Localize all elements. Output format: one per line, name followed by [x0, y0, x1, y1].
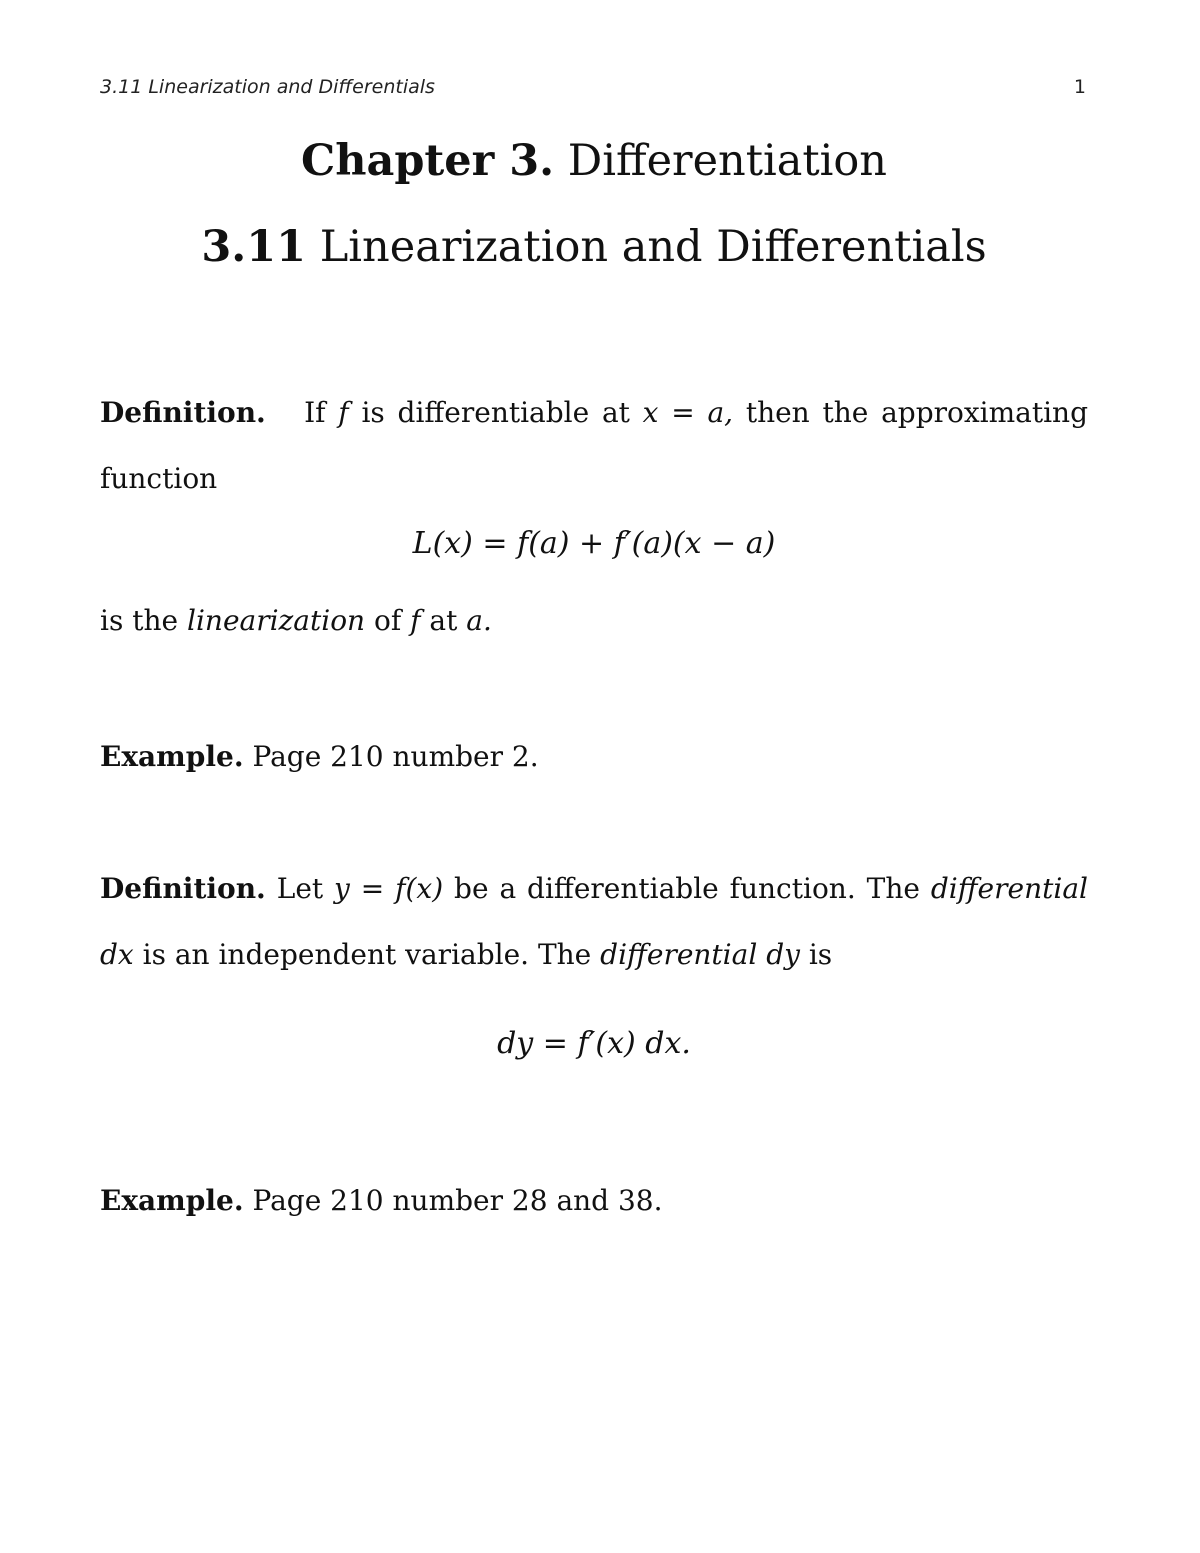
def2-dx: dx: [100, 938, 134, 971]
def1-conclusion: [100, 604, 1088, 637]
def2-text-d: is: [808, 938, 833, 971]
chapter-name: Differentiation: [567, 136, 888, 186]
chapter-title: [0, 136, 1188, 186]
example-2: [100, 1184, 1088, 1217]
chapter-label: Chapter 3.: [300, 136, 555, 186]
def1-after-b: of: [374, 604, 402, 637]
example-label: Example.: [100, 740, 244, 773]
example-1-text: Page 210 number 2.: [252, 740, 539, 773]
def1-text-b: is differentiable at: [361, 396, 630, 429]
example-2-text: Page 210 number 28 and 38.: [252, 1184, 663, 1217]
differential-formula: dy = f′(x) dx.: [497, 1026, 691, 1061]
def2-term-differential-dy: differential dy: [600, 938, 800, 971]
section-number: 3.11: [201, 222, 307, 272]
def1-after-a: is the: [100, 604, 179, 637]
def1-term-linearization: linearization: [187, 604, 366, 637]
definition-2-line-1: [100, 872, 1088, 905]
definition-label: Definition.: [100, 396, 266, 429]
page-number: 1: [1073, 76, 1086, 98]
definition-2-line-2: [100, 938, 1088, 971]
example-label: Example.: [100, 1184, 244, 1217]
definition-1-line-1: [100, 396, 1088, 429]
section-title: [0, 222, 1188, 272]
def2-text-b: be a differentiable function. The: [454, 872, 920, 905]
def1-var-f: f: [338, 396, 349, 429]
running-header-title: 3.11 Linearization and Differentials: [100, 76, 435, 98]
def1-text-a: If: [304, 396, 326, 429]
def1-equation: x = a,: [642, 396, 734, 429]
definition-label: Definition.: [100, 872, 266, 905]
def1-after-f: f: [410, 604, 421, 637]
def1-after-a-var: a.: [466, 604, 492, 637]
def2-equation: y = f(x): [334, 872, 444, 905]
def2-term-differential: differential: [930, 872, 1088, 905]
def2-text-c: is an independent variable. The: [142, 938, 592, 971]
linearization-formula: L(x) = f(a) + f′(a)(x − a): [412, 526, 776, 561]
def1-text-c: then the approximating: [745, 396, 1089, 429]
section-name: Linearization and Differentials: [319, 222, 987, 272]
def1-line-2: function: [100, 462, 218, 495]
def2-text-a: Let: [276, 872, 324, 905]
def1-after-c: at: [429, 604, 458, 637]
example-1: [100, 740, 1088, 773]
